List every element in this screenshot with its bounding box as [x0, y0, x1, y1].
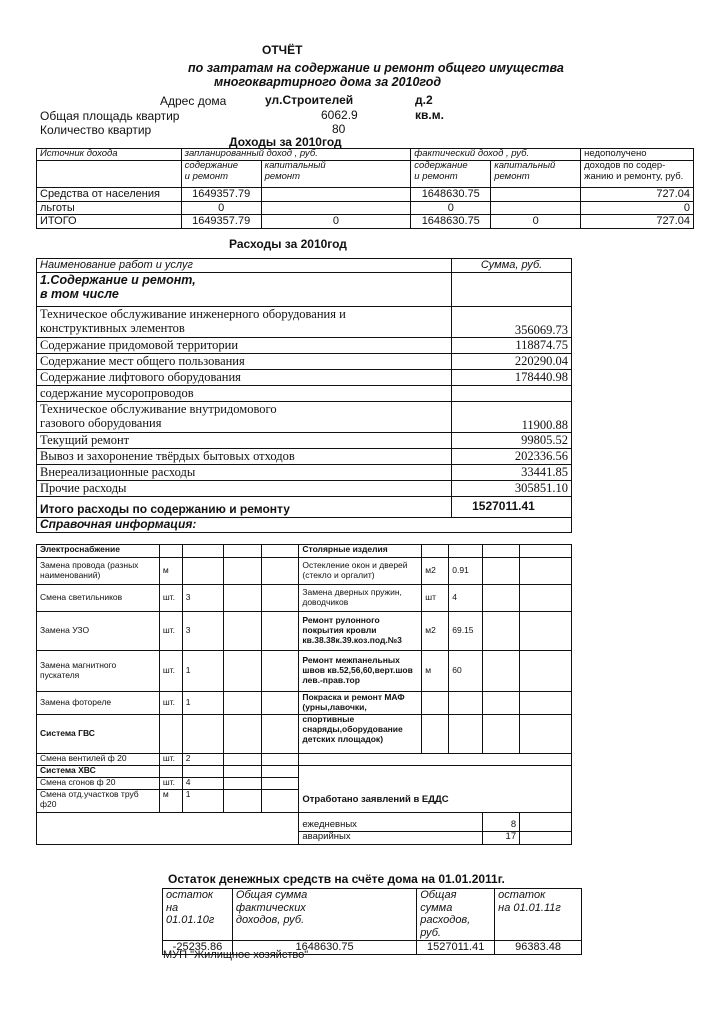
ref-section-power: Электроснабжение	[37, 545, 160, 558]
ref-daily-label: ежедневных	[299, 813, 483, 832]
expenses-table	[36, 258, 572, 533]
income-table	[36, 148, 694, 229]
income-col-source: Источник дохода	[37, 149, 182, 161]
report-subtitle-2: многоквартирного дома за 2010год	[214, 75, 442, 89]
ref-row-valves: Смена вентилей ф 20 шт. 2	[37, 754, 572, 766]
expense-row: Содержание лифтового оборудования 178440.98	[37, 370, 572, 386]
expenses-total-value: 1527011.41	[452, 497, 572, 518]
balance-end-value: 96383.48	[495, 940, 582, 954]
ref-row: Замена магнитного пускателя шт. 1 Ремонт межпанельных швов кв.52,56,60,верт.шов лев.-прав.тор м 60	[37, 651, 572, 692]
income-sub-maint-plan: содержание и ремонт	[181, 161, 261, 188]
expenses-col-name: Наименование работ и услуг	[37, 259, 452, 273]
reference-table	[36, 544, 572, 845]
expense-row: Содержание придомовой территории 118874.75	[37, 338, 572, 354]
expenses-section-1: 1.Содержание и ремонт, в том числе	[37, 273, 452, 307]
ref-daily-value: 8	[483, 813, 520, 832]
ref-row: Смена светильников шт. 3 Замена дверных пружин, доводчиков шт 4	[37, 585, 572, 612]
footer-organization: МУП "Жилищное хозяйство"	[163, 949, 309, 961]
report-subtitle-1: по затратам на содержание и ремонт общего имущества	[188, 61, 564, 75]
income-title: Доходы за 2010год	[229, 135, 342, 149]
ref-gvs-right: спортивные снаряды,оборудование детских площадок)	[299, 715, 422, 754]
ref-edds-label: Отработано заявлений в ЕДДС	[299, 790, 572, 813]
balance-expense-value: 1527011.41	[417, 940, 495, 954]
address-street: ул.Строителей	[265, 93, 354, 107]
income-row: льготы 0 0 0	[37, 201, 694, 215]
balance-col-end: остаток на 01.01.11г	[495, 889, 582, 941]
income-col-planned: запланированный доход , руб.	[181, 149, 411, 161]
balance-start-value: -25235.86	[163, 940, 233, 954]
income-sub-maint-fact: содержание и ремонт	[411, 161, 491, 188]
income-sub-shortfall: доходов по содер- жанию и ремонту, руб.	[581, 161, 694, 188]
income-row-total: ИТОГО 1649357.79 0 1648630.75 0 727.04	[37, 215, 694, 229]
ref-row-sgon: Смена сгонов ф 20 шт. 4	[37, 778, 572, 790]
income-col-actual: фактический доход , руб.	[411, 149, 581, 161]
ref-row: Замена УЗО шт. 3 Ремонт рулонного покрытия кровли кв.38.38к.39.коз.под.№3 м2 69.15	[37, 612, 572, 651]
address-label: Адрес дома	[160, 94, 227, 108]
expense-row: Прочие расходы 305851.10	[37, 481, 572, 497]
expenses-total-label: Итого расходы по содержанию и ремонту	[37, 497, 452, 518]
ref-emergency-value: 17	[483, 831, 520, 845]
reference-info-label: Справочная информация:	[37, 518, 572, 533]
ref-section-gvs: Система ГВС	[37, 715, 160, 754]
report-title: ОТЧЁТ	[262, 43, 303, 57]
expense-row: Техническое обслуживание инженерного оборудования и конструктивных элементов 356069.73	[37, 307, 572, 338]
expense-row: Текущий ремонт 99805.52	[37, 433, 572, 449]
income-sub-cap-fact: капитальный ремонт	[491, 161, 581, 188]
area-unit: кв.м.	[415, 108, 444, 122]
income-sub-cap-plan: капитальный ремонт	[261, 161, 411, 188]
income-row: Средства от населения 1649357.79 1648630.75 727.04	[37, 188, 694, 202]
ref-emergency-label: аварийных	[299, 831, 483, 845]
area-label: Общая площадь квартир	[40, 109, 180, 123]
area-value: 6062.9	[321, 108, 358, 122]
ref-row-pipes: Смена отд.участков труб ф20 м 1 Отработано заявлений в ЕДДС	[37, 790, 572, 813]
balance-table	[162, 888, 582, 955]
expense-row: содержание мусоропроводов	[37, 386, 572, 402]
expense-row: Содержание мест общего пользования 220290.04	[37, 354, 572, 370]
expense-row: Техническое обслуживание внутридомового газового оборудования 11900.88	[37, 402, 572, 433]
ref-section-carpentry: Столярные изделия	[299, 545, 422, 558]
balance-col-start: остаток на 01.01.10г	[163, 889, 233, 941]
expenses-title: Расходы за 2010год	[229, 237, 347, 251]
expense-row: Вывоз и захоронение твёрдых бытовых отходов 202336.56	[37, 449, 572, 465]
ref-row: Замена провода (разных наименований) м Остекление окон и дверей (стекло и оргалит) м2 0.91	[37, 558, 572, 585]
ref-section-hvs: Система ХВС	[37, 766, 160, 778]
expense-row: Внереализационные расходы 33441.85	[37, 465, 572, 481]
address-house: д.2	[415, 93, 433, 107]
balance-col-income: Общая сумма фактических доходов, руб.	[232, 889, 416, 941]
balance-col-expense: Общая сумма расходов, руб.	[417, 889, 495, 941]
expenses-col-sum: Сумма, руб.	[452, 259, 572, 273]
balance-income-value: 1648630.75	[232, 940, 416, 954]
ref-row: Замена фотореле шт. 1 Покраска и ремонт МАФ (урны,лавочки,	[37, 692, 572, 715]
income-col-shortfall: недополучено	[581, 149, 694, 161]
balance-title: Остаток денежных средств на счёте дома на 01.01.2011г.	[168, 872, 505, 886]
apartment-count-value: 80	[332, 122, 346, 136]
apartment-count-label: Количество квартир	[40, 123, 152, 137]
